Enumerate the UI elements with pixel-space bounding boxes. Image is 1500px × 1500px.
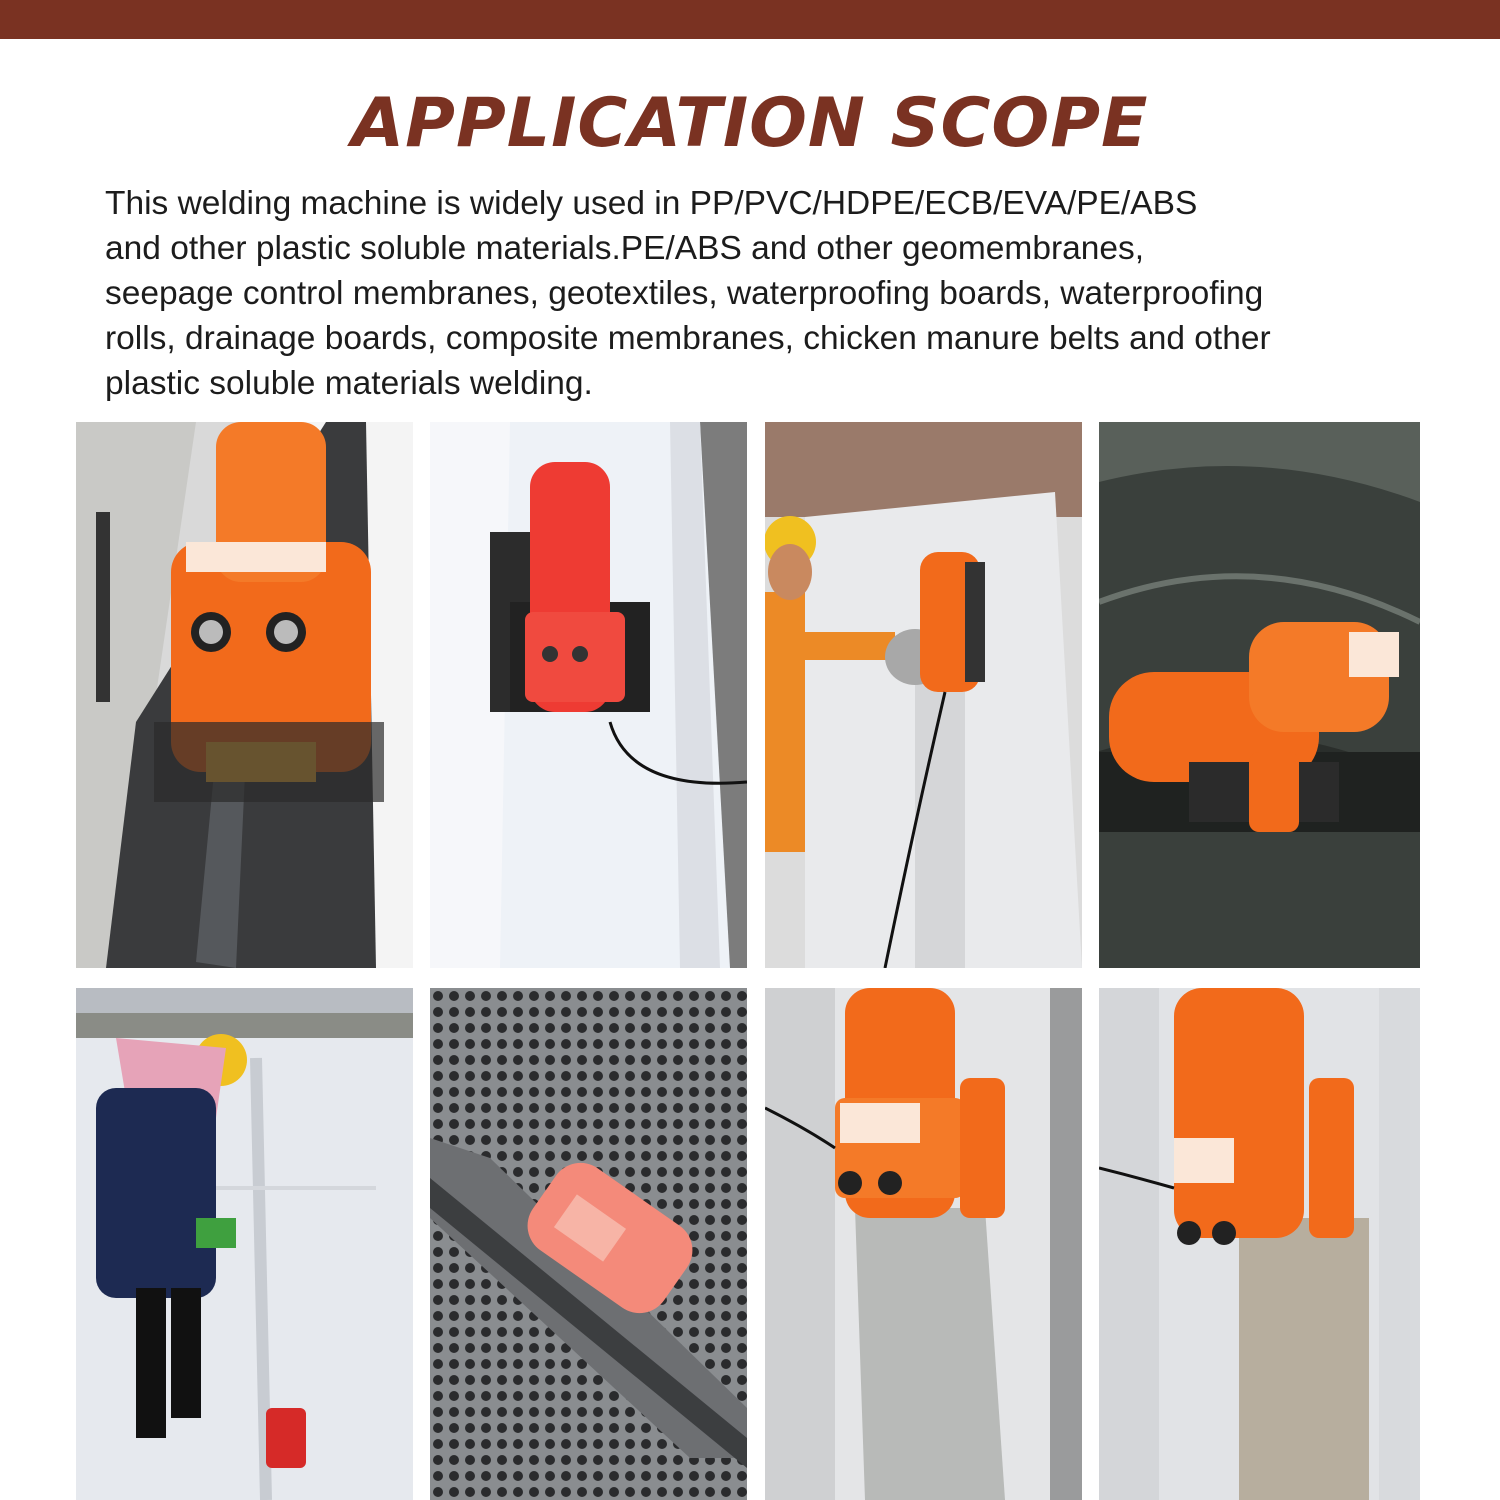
welder-on-dark-membrane-photo: [76, 422, 413, 968]
worker-on-white-roof-photo: [76, 988, 413, 1500]
welder-on-vertical-seam-photo: [1099, 988, 1420, 1500]
welder-on-black-geomembrane-photo: [1099, 422, 1420, 968]
red-welder-on-white-membrane-photo: [430, 422, 747, 968]
welder-on-drainage-board-photo: [430, 988, 747, 1500]
page-title: APPLICATION SCOPE: [351, 84, 1149, 163]
worker-welding-wall-liner-photo: [765, 422, 1082, 968]
application-description: This welding machine is widely used in PP/PVC/HDPE/ECB/EVA/PE/ABS and other plastic soluble materials.PE/ABS and other geomembranes, seepage control membranes, geotextiles, waterproofing boards, waterproofing rolls, drainage boards, composite membranes, chicken manure belts and other plastic soluble materials welding.: [105, 185, 1271, 402]
top-banner: [0, 0, 1500, 39]
welder-on-vertical-membrane-photo: [765, 988, 1082, 1500]
